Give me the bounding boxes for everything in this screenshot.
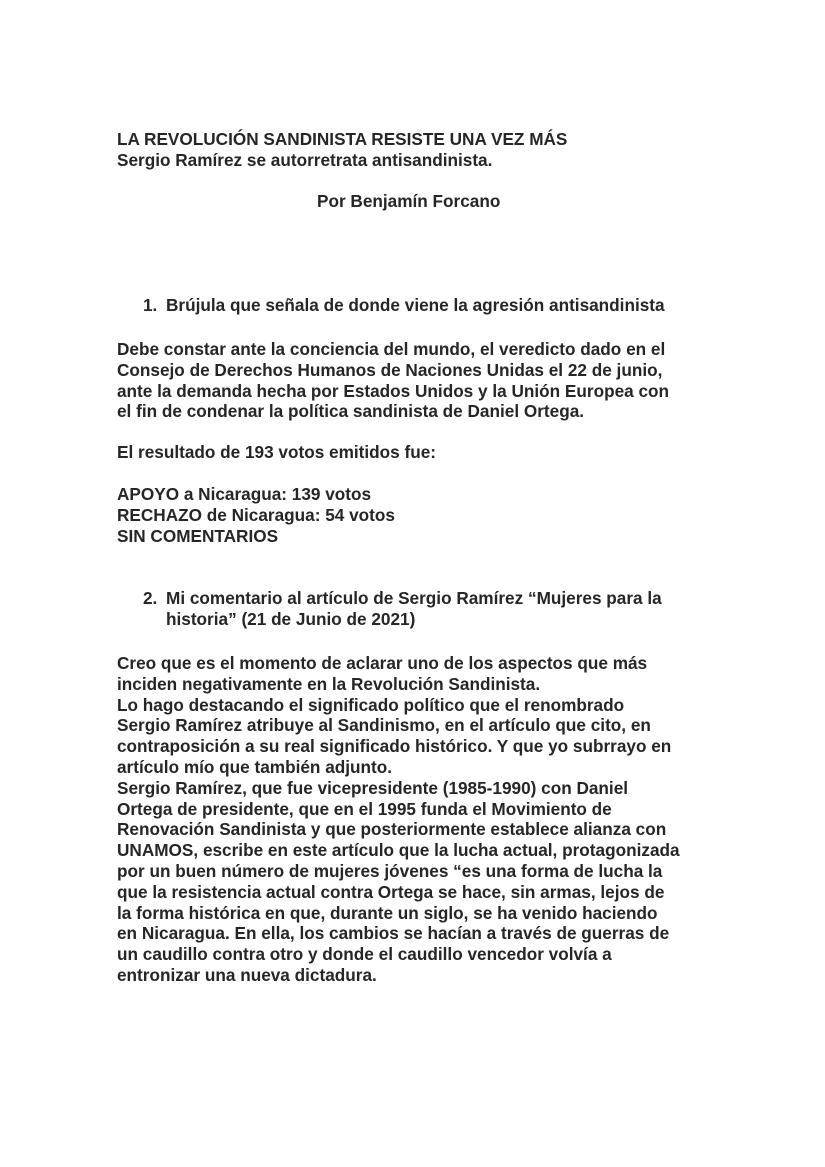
text-line: UNAMOS, escribe en este artículo que la lucha actual, protagonizada [117,840,680,861]
subtitle-line: Sergio Ramírez se autorretrata antisandinista. [117,149,493,170]
paragraph-verdict [117,339,717,422]
text-line: que la resistencia actual contra Ortega se hace, sin armas, lejos de [117,881,665,902]
text-line: la forma histórica en que, durante un siglo, se ha venido haciendo [117,902,658,923]
text-line: El resultado de 193 votos emitidos fue: [117,442,437,462]
list-number: 1. [143,295,158,315]
paragraph-result [117,442,717,463]
paragraph-commentary [117,653,717,986]
text-line: Debe constar ante la conciencia del mundo, el veredicto dado en el [117,339,666,359]
list-number: 2. [143,588,158,608]
text-line: ante la demanda hecha por Estados Unidos y la Unión Europea con [117,380,670,401]
text-line: Renovación Sandinista y que posteriormente establece alianza con [117,819,667,840]
vote-no-comment: SIN COMENTARIOS [117,525,279,546]
text-line: Sergio Ramírez, que fue vicepresidente (1985-1990) con Daniel [117,777,629,798]
text-line: Sergio Ramírez atribuye al Sandinismo, en el artículo que cito, en [117,715,651,736]
heading-text [166,588,662,630]
text-line: artículo mío que también adjunto. [117,756,393,777]
vote-support: APOYO a Nicaragua: 139 votos [117,484,372,504]
text-line: inciden negativamente en la Revolución Sandinista. [117,673,541,694]
text-line: Lo hago destacando el significado político que el renombrado [117,694,625,715]
vote-results [117,484,717,546]
text-line: contraposición a su real significado histórico. Y que yo subrrayo en [117,736,672,757]
text-line: en Nicaragua. En ella, los cambios se hacían a través de guerras de [117,923,670,944]
text-line: el fin de condenar la política sandinista de Daniel Ortega. [117,401,585,422]
heading-line: historia” (21 de Junio de 2021) [166,608,416,629]
document-title [117,129,717,171]
title-line: LA REVOLUCIÓN SANDINISTA RESISTE UNA VEZ MÁS [117,129,568,149]
text-line: entronizar una nueva dictadura. [117,964,377,985]
heading-text: Brújula que señala de donde viene la agresión antisandinista [166,295,665,315]
text-line: Consejo de Derechos Humanos de Naciones Unidas el 22 de junio, [117,359,663,380]
byline: Por Benjamín Forcano [317,191,501,211]
text-line: Creo que es el momento de aclarar uno de los aspectos que más [117,653,648,673]
text-line: por un buen número de mujeres jóvenes “es una forma de lucha la [117,860,663,881]
text-line: Ortega de presidente, que en el 1995 funda el Movimiento de [117,798,612,819]
heading-line: Mi comentario al artículo de Sergio Ramírez “Mujeres para la [166,588,662,608]
vote-rejection: RECHAZO de Nicaragua: 54 votos [117,504,395,525]
text-line: un caudillo contra otro y donde el caudillo vencedor volvía a [117,944,612,965]
